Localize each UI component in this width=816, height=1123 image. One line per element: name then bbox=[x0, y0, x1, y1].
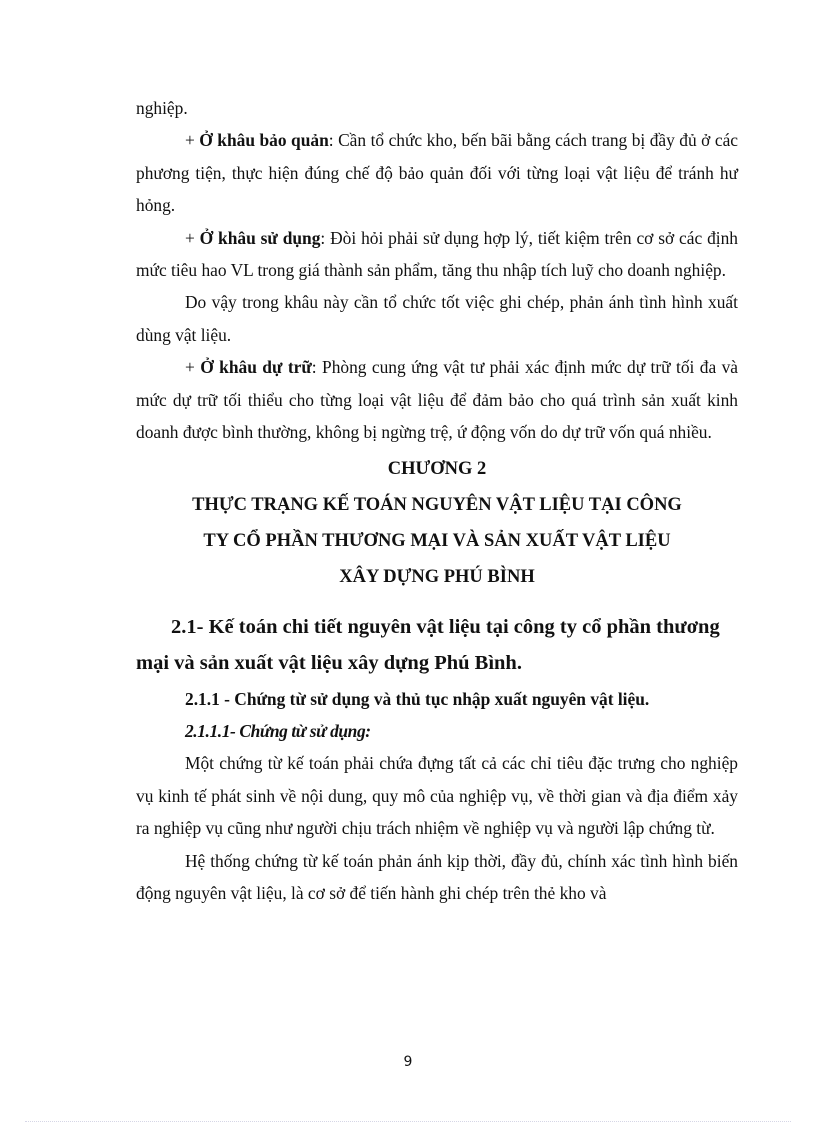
chapter-title-line: TY CỔ PHẦN THƯƠNG MẠI VÀ SẢN XUẤT VẬT LIỆU bbox=[203, 531, 671, 552]
bullet-reserve-paragraph bbox=[136, 351, 738, 448]
bullet-reserve-label: Ở khâu dự trữ bbox=[200, 357, 312, 378]
page-number: 9 bbox=[403, 1054, 413, 1070]
bullet-storage-label: Ở khâu bảo quản bbox=[199, 130, 329, 151]
section-heading-2-1: 2.1- Kế toán chi tiết nguyên vật liệu tại công ty cổ phần thương mại và sản xuất vật liệu xây dựng Phú Bình. bbox=[136, 616, 720, 675]
bullet-storage-paragraph bbox=[136, 124, 738, 221]
body-paragraph: Hệ thống chứng từ kế toán phản ánh kịp thời, đầy đủ, chính xác tình hình biến động nguyên vật liệu, là cơ sở để tiến hành ghi chép trên thẻ kho và bbox=[136, 850, 738, 904]
body-paragraph: Do vậy trong khâu này cần tổ chức tốt việc ghi chép, phản ánh tình hình xuất dùng vật liệu. bbox=[136, 292, 738, 345]
bullet-prefix: + bbox=[185, 130, 200, 151]
section-heading-2-1-1-1: 2.1.1.1- Chứng từ sử dụng: bbox=[185, 721, 371, 742]
section-heading-2-1-1: 2.1.1 - Chứng từ sử dụng và thủ tục nhập xuất nguyên vật liệu. bbox=[185, 689, 650, 710]
bullet-prefix: + bbox=[185, 227, 200, 248]
bullet-reserve-text: : Phòng cung ứng vật tư phải xác định mức dự trữ tối đa và mức dự trữ tối thiểu cho từng loại vật liệu để đảm bảo cho quá trình sản xuất kinh doanh được bình thường, không bị ngừng trệ, ứ động vốn do dự trữ vốn quá nhiều. bbox=[136, 357, 739, 443]
chapter-title-line: THỰC TRẠNG KẾ TOÁN NGUYÊN VẬT LIỆU TẠI CÔNG bbox=[192, 495, 682, 516]
bullet-usage-label: Ở khâu sử dụng bbox=[199, 227, 321, 248]
chapter-number: CHƯƠNG 2 bbox=[387, 459, 487, 480]
page-break-divider bbox=[25, 1121, 791, 1122]
bullet-usage-text: : Đòi hỏi phải sử dụng hợp lý, tiết kiệm trên cơ sở các định mức tiêu hao VL trong giá thành sản phẩm, tăng thu nhập tích luỹ cho doanh nghiệp. bbox=[136, 227, 738, 281]
bullet-prefix: + bbox=[185, 357, 201, 378]
document-page bbox=[136, 92, 738, 910]
body-paragraph: Một chứng từ kế toán phải chứa đựng tất cả các chỉ tiêu đặc trưng cho nghiệp vụ kinh tế phát sinh về nội dung, quy mô của nghiệp vụ, về thời gian và địa điểm xảy ra nghiệp vụ cũng như người chịu trách nhiệm về nghiệp vụ và người lập chứng từ. bbox=[136, 753, 738, 839]
bullet-storage-text: : Cần tổ chức kho, bến bãi bằng cách trang bị đầy đủ ở các phương tiện, thực hiện đúng chế độ bảo quản đối với từng loại vật liệu để tránh hư hỏng. bbox=[136, 130, 739, 216]
chapter-title-line: XÂY DỰNG PHÚ BÌNH bbox=[339, 567, 535, 588]
bullet-usage-paragraph bbox=[136, 222, 738, 287]
continuation-paragraph: nghiệp. bbox=[136, 98, 188, 118]
